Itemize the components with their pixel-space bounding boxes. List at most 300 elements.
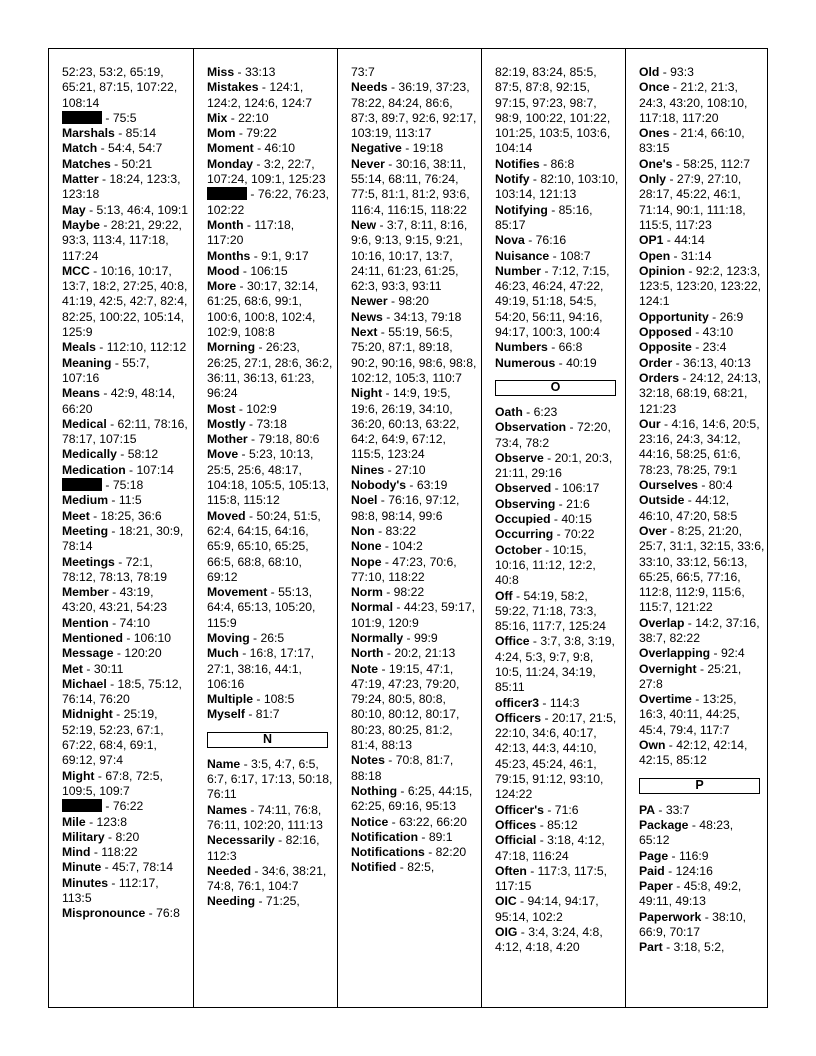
page-line-references: - 93:3 [659, 65, 694, 79]
index-term: Means [62, 386, 100, 401]
page-line-references: - 8:20 [104, 829, 140, 844]
index-entry [639, 233, 765, 248]
index-entry [495, 818, 621, 833]
index-entry [495, 264, 621, 340]
page-line-references: - 26:23, 26:25, 27:1, 28:6, 36:2, 36:11, 36:13, 61:23, 96:24 [207, 340, 333, 401]
index-term: Maybe [62, 217, 100, 232]
index-term: More [207, 279, 237, 294]
index-term: Noel [351, 493, 378, 508]
index-term: officer3 [495, 695, 540, 710]
page-line-references: - 67:8, 72:5, 109:5, 109:7 [62, 768, 163, 798]
index-term: Numerous [495, 355, 556, 370]
page-line-references: - 30:16, 38:11, 55:14, 68:11, 76:24, 77:5, 81:1, 81:2, 93:6, 116:4, 116:15, 118:22 [351, 156, 470, 217]
index-entry [639, 910, 765, 941]
index-column-2 [193, 49, 337, 1007]
page-line-references: - 124:1, 124:2, 124:6, 124:7 [207, 80, 313, 110]
index-entry [207, 402, 333, 417]
index-entry [62, 662, 189, 677]
index-entry [495, 711, 621, 803]
index-entry [207, 692, 333, 707]
page-line-references: - 70:22 [553, 527, 595, 542]
index-term: Overlapping [639, 646, 711, 661]
index-entry [62, 340, 189, 355]
page-line-references: - 14:9, 19:5, 19:6, 26:19, 34:10, 36:20, 60:13, 63:22, 64:2, 64:9, 67:12, 115:5, 123:24 [351, 386, 460, 462]
index-entry [351, 845, 477, 860]
page-line-references: - 80:4 [697, 478, 733, 493]
index-entry [351, 294, 477, 309]
index-term: None [351, 539, 382, 554]
index-entry [495, 420, 621, 451]
index-entry [639, 818, 765, 849]
page-line-references: - 20:2, 21:13 [383, 646, 456, 661]
page-line-references: - 45:8, 49:2, 49:11, 49:13 [639, 879, 742, 909]
index-term: Marshals [62, 126, 115, 141]
page-line-references: - 107:14 [125, 462, 174, 477]
page-line-references: - 75:5 [102, 110, 137, 125]
index-entry [351, 815, 477, 830]
index-term: Part [639, 940, 663, 955]
index-entry [62, 126, 189, 141]
page-line-references: - 76:16 [524, 233, 567, 248]
index-term: Occurring [495, 527, 554, 542]
index-entry [495, 833, 621, 864]
index-entry [639, 325, 765, 340]
index-term: Normal [351, 600, 393, 615]
index-term: Nothing [351, 783, 398, 798]
index-term: Meals [62, 340, 96, 355]
page-line-references: - 14:2, 37:16, 38:7, 82:22 [639, 615, 760, 645]
index-term: OP1 [639, 233, 664, 248]
page-line-references: - 18:5, 75:12, 76:14, 76:20 [62, 676, 182, 707]
index-entry [207, 646, 333, 692]
index-term: Most [207, 401, 236, 416]
page-line-references: - 54:4, 54:7 [97, 141, 163, 156]
index-entry [639, 662, 765, 693]
page-line-references: - 22:10 [227, 110, 269, 125]
page-line-references: - 20:1, 20:3, 21:11, 29:16 [495, 450, 613, 481]
page-line-references: - 9:1, 9:17 [250, 248, 309, 263]
index-term: Opinion [639, 263, 686, 278]
index-entry [495, 203, 621, 234]
index-entry [351, 600, 477, 631]
index-entry [62, 478, 189, 493]
index-entry [351, 524, 477, 539]
index-entry [207, 417, 333, 432]
index-term: Normally [351, 630, 404, 645]
index-entry [62, 616, 189, 631]
index-entry [62, 141, 189, 156]
page-line-references: - 86:8 [539, 156, 575, 171]
page-line-references: - 75:18 [102, 478, 144, 493]
index-term: Open [639, 248, 671, 263]
page-line-references: - 83:22 [374, 523, 417, 538]
page-line-references: - 21:6 [555, 496, 590, 511]
index-term: Necessarily [207, 833, 275, 848]
page-line-references: - 44:12, 46:10, 47:20, 58:5 [639, 493, 738, 523]
index-entry [207, 80, 333, 111]
page-line-references: - 70:8, 81:7, 88:18 [351, 753, 454, 783]
index-entry [62, 631, 189, 646]
page-line-references: - 112:10, 112:12 [95, 340, 187, 355]
index-entry [495, 451, 621, 482]
index-term: Notified [351, 860, 397, 875]
page-line-references: - 63:19 [406, 478, 448, 493]
page-line-references: - 82:5, [396, 860, 435, 875]
page-line-references: - 92:4 [710, 646, 745, 661]
index-entry [207, 65, 333, 80]
index-entry [351, 555, 477, 586]
index-entry [207, 141, 333, 156]
index-entry [351, 830, 477, 845]
index-term: Opposite [639, 340, 692, 355]
index-term: Notification [351, 829, 419, 844]
index-entry [62, 157, 189, 172]
index-entry [495, 527, 621, 542]
page-line-references: - 3:7, 8:11, 8:16, 9:6, 9:13, 9:15, 9:21, 10:16, 10:17, 13:7, 24:11, 61:23, 61:25, 62:3, 93:3, 93:11 [351, 217, 468, 294]
page-line-references: - 76:16, 97:12, 98:8, 98:14, 99:6 [351, 493, 460, 523]
page-line-references: - 25:21, 27:8 [639, 661, 742, 691]
section-letter-header: P [639, 778, 760, 794]
index-term: Moment [207, 141, 254, 156]
index-entry [62, 203, 189, 218]
index-entry [495, 65, 621, 157]
index-entry [639, 356, 765, 371]
index-entry [351, 646, 477, 661]
page-line-references: - 11:5 [108, 493, 142, 508]
page-line-references: - 3:18, 4:12, 47:18, 116:24 [495, 833, 605, 863]
page-line-references: - 3:5, 4:7, 6:5, 6:7, 6:17, 17:13, 50:18, 76:11 [207, 756, 333, 802]
index-entry [207, 833, 333, 864]
index-entry [207, 111, 333, 126]
page-line-references: - 36:19, 37:23, 78:22, 84:24, 86:6, 87:3, 89:7, 92:6, 92:17, 103:19, 113:17 [351, 80, 477, 141]
page-line-references: - 58:12 [116, 447, 159, 462]
page-line-references: - 62:11, 78:16, 78:17, 107:15 [62, 416, 188, 447]
page-line-references: - 71:6 [543, 802, 579, 817]
page-line-references: - 40:19 [555, 355, 597, 370]
index-entry [62, 707, 189, 768]
index-entry [62, 463, 189, 478]
page-line-references: - 55:13, 64:4, 65:13, 105:20, 115:9 [207, 585, 316, 630]
index-term: Officer's [495, 802, 544, 817]
index-entry [62, 876, 189, 907]
index-column-3 [337, 49, 481, 1007]
section-letter-header: O [495, 380, 616, 396]
index-term: Our [639, 416, 661, 431]
page-line-references: - 98:22 [382, 585, 425, 600]
index-entry [207, 249, 333, 264]
index-term: Notes [351, 753, 385, 768]
index-entry [62, 417, 189, 448]
index-entry [495, 340, 621, 355]
index-term: Midnight [62, 707, 113, 722]
page-line-references: - 82:10, 103:10, 103:14, 121:13 [495, 172, 619, 202]
redaction-block [207, 187, 247, 200]
index-entry [62, 524, 189, 555]
page-line-references: - 26:9 [708, 309, 744, 324]
page-line-references: - 34:6, 38:21, 74:8, 76:1, 104:7 [207, 863, 327, 894]
page-line-references: - 10:15, 10:16, 11:12, 12:2, 40:8 [495, 542, 596, 588]
index-entry [495, 233, 621, 248]
page-line-references: - 33:13 [234, 65, 276, 79]
page-line-references: - 76:22 [102, 799, 144, 814]
index-term: Officers [495, 710, 542, 725]
index-term: Needing [207, 894, 256, 909]
index-term: Mother [207, 432, 248, 447]
index-entry [351, 539, 477, 554]
index-entry [207, 509, 333, 585]
index-term: Next [351, 325, 378, 340]
index-term: Names [207, 802, 247, 817]
index-entry [62, 386, 189, 417]
index-entry [62, 447, 189, 462]
index-term: Meaning [62, 355, 112, 370]
index-entry [639, 371, 765, 417]
index-entry [495, 894, 621, 925]
index-entry [495, 481, 621, 496]
page-line-references: - 102:9 [235, 401, 277, 416]
index-term: Notify [495, 172, 530, 187]
index-column-1 [49, 49, 193, 1007]
index-term: Own [639, 738, 666, 753]
index-term: Norm [351, 585, 383, 600]
index-term: Overlap [639, 615, 685, 630]
index-entry [62, 906, 189, 921]
page-line-references: - 31:14 [670, 248, 712, 263]
page-line-references: - 21:4, 66:10, 83:15 [639, 126, 745, 156]
page-line-references: - 106:10 [122, 630, 172, 645]
index-entry [639, 692, 765, 738]
index-term: Occupied [495, 512, 551, 527]
page-line-references: - 40:15 [550, 512, 592, 527]
index-term: Needed [207, 863, 252, 878]
index-term: Mispronounce [62, 906, 146, 921]
index-term: Official [495, 833, 537, 848]
index-term: Orders [639, 370, 679, 385]
page-line-references: - 33:7 [655, 802, 690, 817]
index-entry [639, 65, 765, 80]
index-entry [639, 646, 765, 661]
index-entry [351, 478, 477, 493]
index-term: Nope [351, 554, 382, 569]
page-line-references: - 66:8 [547, 340, 583, 355]
page-line-references: - 81:7 [244, 707, 280, 722]
index-term: Observation [495, 420, 567, 435]
page-line-references: - 30:17, 32:14, 61:25, 68:6, 99:1, 100:6, 100:8, 102:4, 102:9, 108:8 [207, 279, 319, 340]
page-line-references: - 27:9, 27:10, 28:17, 45:22, 46:1, 71:14, 90:1, 111:18, 115:5, 117:23 [639, 172, 746, 232]
index-term: Much [207, 646, 239, 661]
index-entry [207, 447, 333, 508]
page-line-references: - 19:15, 47:1, 47:19, 47:23, 79:20, 79:24, 80:5, 80:8, 80:10, 80:12, 80:17, 80:23, 80:25, 81:2, 81:4, 88:13 [351, 661, 460, 753]
page-line-references: - 3:18, 5:2, [662, 940, 725, 955]
index-term: Mile [62, 814, 86, 829]
index-term: Meetings [62, 554, 115, 569]
index-entry [351, 141, 477, 156]
index-entry [639, 803, 765, 818]
redaction-block [62, 799, 102, 812]
page-line-references: 73:7 [351, 65, 375, 79]
index-entry [62, 111, 189, 126]
index-term: Ones [639, 126, 670, 141]
index-entry [639, 493, 765, 524]
index-term: News [351, 309, 383, 324]
index-entry [351, 860, 477, 875]
page-line-references: - 124:16 [664, 863, 713, 878]
index-entry [207, 757, 333, 803]
page-line-references: - 46:10 [253, 141, 296, 156]
page-line-references: - 7:12, 7:15, 46:23, 46:24, 47:22, 49:19, 51:18, 54:5, 54:20, 56:11, 94:16, 94:17, 100:3, 100:4 [495, 263, 610, 340]
index-term: Overtime [639, 692, 692, 707]
index-term: Mistakes [207, 80, 259, 95]
index-entry [62, 65, 189, 111]
index-term: Mind [62, 845, 91, 860]
page-line-references: - 79:18, 80:6 [247, 432, 320, 447]
page-line-references: - 55:19, 56:5, 75:20, 87:1, 89:18, 90:2, 90:16, 98:6, 98:8, 102:12, 105:3, 110:7 [351, 325, 477, 385]
index-entry [351, 80, 477, 141]
page-line-references: - 118:22 [90, 845, 138, 860]
index-entry [62, 815, 189, 830]
index-term: Mix [207, 110, 228, 125]
index-entry [639, 738, 765, 769]
page-line-references: - 25:19, 52:19, 52:23, 67:1, 67:22, 68:4, 69:1, 69:12, 97:4 [62, 707, 164, 768]
index-entry [639, 249, 765, 264]
index-term: Order [639, 355, 673, 370]
index-term: Miss [207, 65, 235, 79]
index-term: Minutes [62, 875, 109, 890]
page-line-references: - 112:17, 113:5 [62, 875, 159, 906]
index-entry [495, 543, 621, 589]
index-term: Months [207, 248, 251, 263]
index-entry [495, 356, 621, 371]
page-line-references: - 116:9 [668, 848, 709, 863]
page-line-references: - 27:10 [384, 462, 426, 477]
index-term: Moving [207, 630, 250, 645]
index-term: Morning [207, 340, 256, 355]
index-term: Might [62, 768, 95, 783]
index-entry [62, 769, 189, 800]
page-line-references: - 108:5 [253, 692, 295, 707]
index-entry [62, 646, 189, 661]
index-term: Only [639, 172, 667, 187]
page-line-references: - 85:12 [536, 817, 578, 832]
index-term: Non [351, 523, 375, 538]
index-entry [351, 218, 477, 294]
index-entry [351, 386, 477, 462]
page-line-references: - 50:24, 51:5, 62:4, 64:15, 64:16, 65:9, 65:10, 65:25, 66:5, 68:8, 68:10, 69:12 [207, 508, 321, 584]
index-term: OIG [495, 925, 518, 940]
page-line-references: - 72:20, 73:4, 78:2 [495, 420, 611, 450]
page-line-references: - 18:21, 30:9, 78:14 [62, 523, 184, 554]
index-entry [207, 340, 333, 401]
redaction-block [62, 478, 102, 491]
page-line-references: - 18:24, 123:3, 123:18 [62, 172, 181, 202]
page-line-references: - 34:13, 79:18 [382, 309, 462, 324]
index-term: Over [639, 523, 667, 538]
page-line-references: - 108:7 [549, 248, 591, 263]
page-line-references: - 42:12, 42:14, 42:15, 85:12 [639, 738, 748, 768]
index-column-5 [625, 49, 769, 1007]
index-term: Moved [207, 508, 246, 523]
index-term: Notifying [495, 202, 548, 217]
index-term: Outside [639, 493, 685, 508]
page-line-references: - 98:20 [387, 294, 429, 309]
index-entry [207, 218, 333, 249]
index-term: Overnight [639, 661, 697, 676]
index-term: Minute [62, 860, 102, 875]
index-entry [207, 631, 333, 646]
index-term: Ourselves [639, 478, 698, 493]
index-term: Off [495, 588, 513, 603]
index-entry [207, 585, 333, 631]
page-line-references: - 54:19, 58:2, 59:22, 71:18, 73:3, 85:16, 117:7, 125:24 [495, 588, 606, 634]
index-entry [351, 65, 477, 80]
index-term: Opportunity [639, 309, 709, 324]
page-line-references: - 21:2, 21:3, 24:3, 43:20, 108:10, 117:18, 117:20 [639, 80, 748, 125]
index-entry [351, 631, 477, 646]
index-entry [495, 634, 621, 695]
index-term: Paid [639, 863, 665, 878]
index-term: MCC [62, 263, 90, 278]
page-line-references: - 48:23, 65:12 [639, 817, 734, 848]
page-line-references: - 45:7, 78:14 [101, 860, 174, 875]
index-entry [62, 493, 189, 508]
index-term: North [351, 646, 384, 661]
index-entry [207, 432, 333, 447]
index-term: Office [495, 634, 530, 649]
index-entry [495, 172, 621, 203]
page-line-references: - 44:14 [663, 233, 705, 248]
index-entry [639, 879, 765, 910]
index-term: Medical [62, 416, 107, 431]
index-entry [62, 830, 189, 845]
index-entry [351, 157, 477, 218]
page-line-references: - 4:16, 14:6, 20:5, 23:16, 24:3, 34:12, 44:16, 58:25, 61:6, 78:23, 78:25, 79:1 [639, 416, 760, 477]
index-entry [62, 860, 189, 875]
page-line-references: - 23:4 [691, 340, 727, 355]
page-line-references: - 50:21 [110, 156, 153, 171]
index-term: Message [62, 646, 114, 661]
index-term: Move [207, 447, 239, 462]
index-term: Mentioned [62, 630, 123, 645]
index-term: Offices [495, 817, 537, 832]
page-line-references: - 44:23, 59:17, 101:9, 120:9 [351, 600, 475, 630]
index-term: Member [62, 585, 109, 600]
page-line-references: - 5:13, 46:4, 109:1 [85, 202, 189, 217]
page-line-references: - 120:20 [113, 646, 162, 661]
page-line-references: - 13:25, 16:3, 40:11, 44:25, 45:4, 79:4, 117:7 [639, 692, 740, 737]
index-term: Note [351, 661, 379, 676]
page-line-references: - 10:16, 10:17, 13:7, 18:2, 27:25, 40:8, 41:19, 42:5, 42:7, 82:4, 82:25, 100:22, 105:14, 125:9 [62, 263, 188, 340]
page-line-references: - 18:25, 36:6 [89, 508, 162, 523]
index-entry [351, 662, 477, 754]
index-entry [351, 493, 477, 524]
index-term: Night [351, 386, 383, 401]
page-line-references: - 106:15 [239, 263, 288, 278]
page-line-references: - 117:3, 117:5, 117:15 [495, 863, 608, 894]
index-term: Michael [62, 676, 107, 691]
index-entry [495, 925, 621, 956]
page-line-references: - 79:22 [235, 126, 277, 141]
index-entry [351, 784, 477, 815]
index-term: Needs [351, 80, 388, 95]
page-line-references: - 6:23 [522, 404, 558, 419]
index-entry [62, 585, 189, 616]
index-term: Package [639, 817, 689, 832]
index-entry [351, 585, 477, 600]
index-entry [62, 845, 189, 860]
index-entry [62, 264, 189, 340]
page-line-references: - 85:16, 85:17 [495, 202, 593, 232]
index-entry [639, 849, 765, 864]
